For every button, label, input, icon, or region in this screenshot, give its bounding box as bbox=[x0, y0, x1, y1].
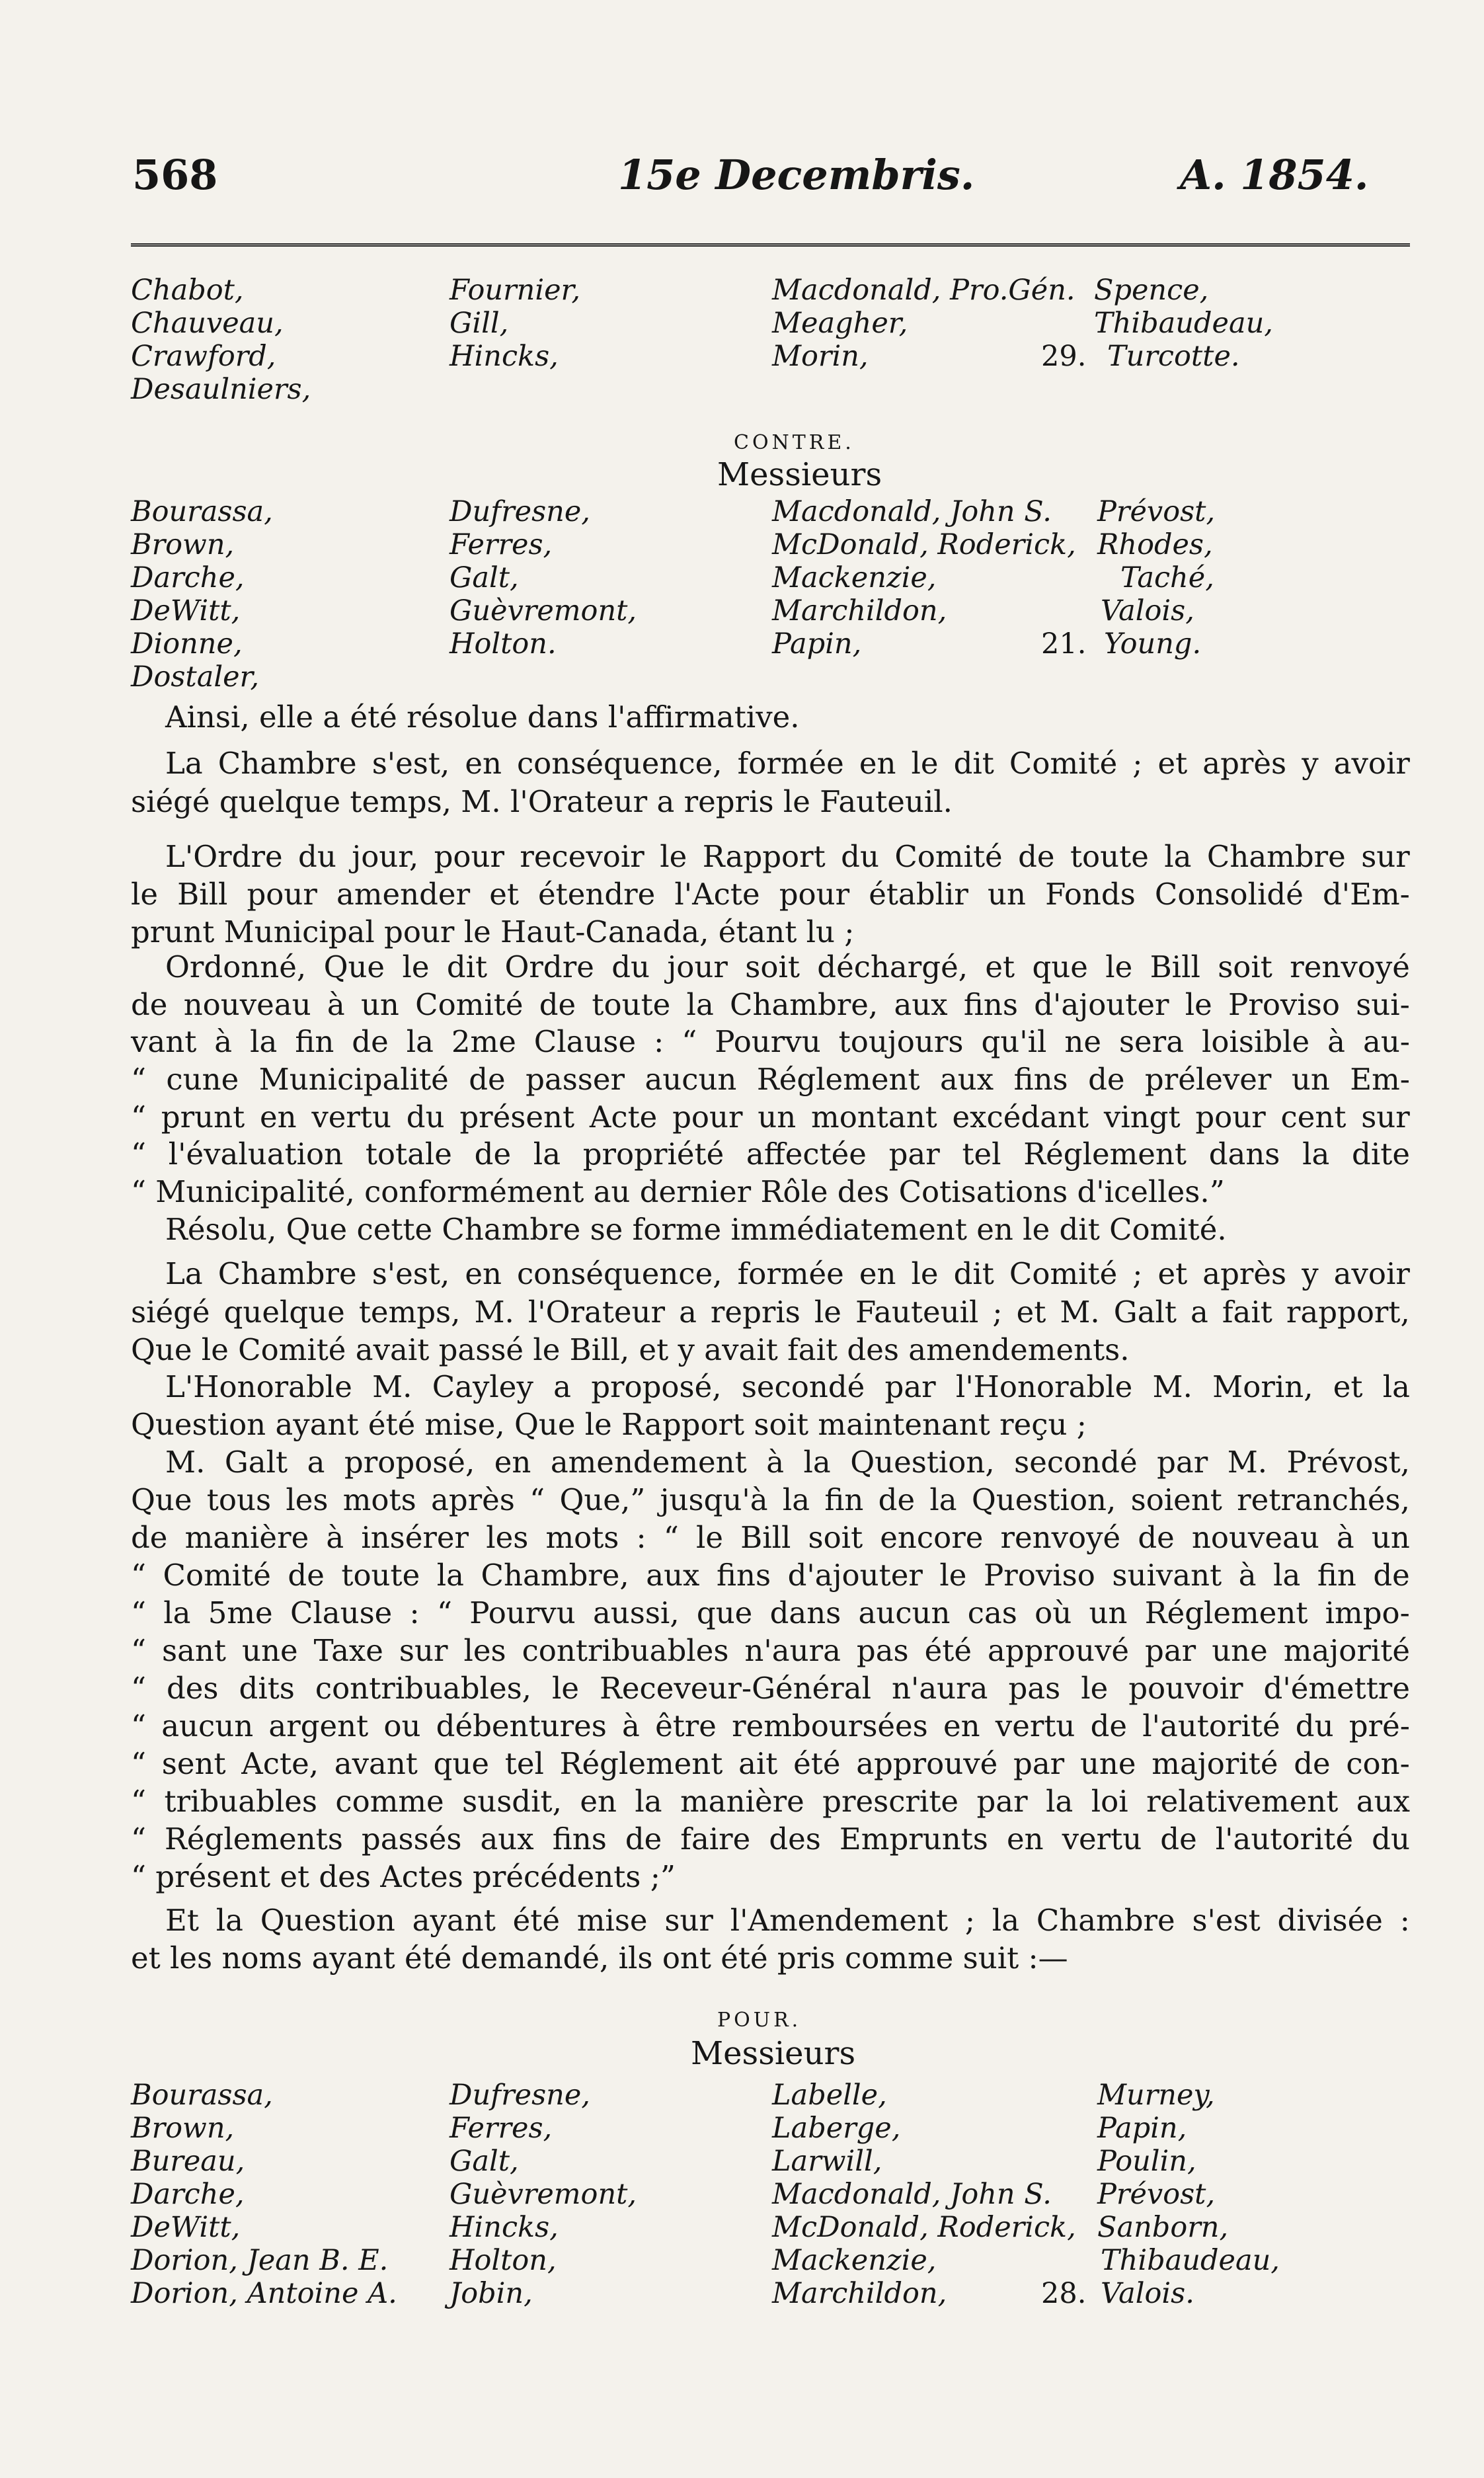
page-number: 568 bbox=[132, 151, 218, 199]
name-item: DeWitt, bbox=[131, 594, 241, 627]
name-item: Dorion, Jean B. E. bbox=[131, 2244, 389, 2277]
name-item: Hincks, bbox=[449, 340, 559, 373]
messieurs-heading: Messieurs bbox=[691, 2035, 856, 2072]
name-item: Papin, bbox=[1097, 2112, 1187, 2145]
name-item: Poulin, bbox=[1097, 2145, 1196, 2178]
text-line: “ prunt en vertu du présent Acte pour un montant excédant vingt pour cent sur bbox=[131, 1099, 1410, 1135]
name-item: Ferres, bbox=[449, 528, 553, 561]
name-item: Prévost, bbox=[1097, 495, 1216, 528]
name-item: Macdonald, John S. bbox=[772, 495, 1052, 528]
name-item: Galt, bbox=[449, 561, 519, 594]
text-line: “ Comité de toute la Chambre, aux fins d'ajouter le Proviso suivant à la fin de bbox=[131, 1558, 1410, 1593]
text-line: Que tous les mots après “ Que,” jusqu'à la fin de la Question, soient retranchés, bbox=[131, 1482, 1410, 1517]
name-item: Bureau, bbox=[131, 2145, 245, 2178]
name-item: Dorion, Antoine A. bbox=[131, 2277, 397, 2310]
header-rule bbox=[131, 243, 1410, 247]
name-item: Galt, bbox=[449, 2145, 519, 2178]
text-line: “ aucun argent ou débentures à être remboursées en vertu de l'autorité du pré- bbox=[131, 1708, 1410, 1743]
text-line: L'Honorable M. Cayley a proposé, secondé par l'Honorable M. Morin, et la bbox=[165, 1369, 1410, 1404]
pour-heading: POUR. bbox=[717, 2009, 802, 2032]
name-item: McDonald, Roderick, bbox=[772, 2211, 1076, 2244]
text-line: vant à la fin de la 2me Clause : “ Pourvu toujours qu'il ne sera loisible à au- bbox=[131, 1024, 1410, 1059]
name-item: Macdonald, Pro.Gén. bbox=[772, 274, 1075, 307]
name-item: Mackenzie, bbox=[772, 561, 937, 594]
name-item: Guèvremont, bbox=[449, 2178, 637, 2211]
text-line: L'Ordre du jour, pour recevoir le Rapport du Comité de toute la Chambre sur bbox=[165, 839, 1410, 874]
text-line: “ tribuables comme susdit, en la manière prescrite par la loi relativement aux bbox=[131, 1784, 1410, 1819]
text-line: Question ayant été mise, Que le Rapport soit maintenant reçu ; bbox=[131, 1407, 1087, 1442]
text-line: La Chambre s'est, en conséquence, formée en le dit Comité ; et après y avoir bbox=[165, 1256, 1410, 1291]
name-item: Sanborn, bbox=[1097, 2211, 1229, 2244]
name-item: Crawford, bbox=[131, 340, 276, 373]
name-item: Gill, bbox=[449, 307, 509, 340]
name-item: Turcotte. bbox=[1107, 340, 1240, 373]
page-year: A. 1854. bbox=[1180, 151, 1369, 199]
name-item: Papin, bbox=[772, 627, 862, 660]
name-item: Laberge, bbox=[772, 2112, 901, 2145]
name-item: Holton, bbox=[449, 2244, 557, 2277]
name-item: Darche, bbox=[131, 2178, 245, 2211]
name-item: Dufresne, bbox=[449, 495, 590, 528]
name-item: Taché, bbox=[1120, 561, 1214, 594]
text-line: “ des dits contribuables, le Receveur-Général n'aura pas le pouvoir d'émettre bbox=[131, 1671, 1410, 1706]
name-item: Larwill, bbox=[772, 2145, 882, 2178]
name-item: Dufresne, bbox=[449, 2079, 590, 2112]
name-item: Jobin, bbox=[449, 2277, 533, 2310]
contre-heading: CONTRE. bbox=[734, 431, 855, 454]
text-line: Ainsi, elle a été résolue dans l'affirmative. bbox=[165, 699, 800, 735]
name-item: Bourassa, bbox=[131, 495, 273, 528]
name-item: Rhodes, bbox=[1097, 528, 1213, 561]
text-line: de nouveau à un Comité de toute la Chambre, aux fins d'ajouter le Proviso sui- bbox=[131, 987, 1410, 1022]
name-item: Murney, bbox=[1097, 2079, 1215, 2112]
text-line: “ présent et des Actes précédents ;” bbox=[131, 1859, 676, 1894]
name-item: Fournier, bbox=[449, 274, 581, 307]
name-item: Marchildon, bbox=[772, 2277, 947, 2310]
text-line: Et la Question ayant été mise sur l'Amendement ; la Chambre s'est divisée : bbox=[165, 1903, 1410, 1938]
text-line: “ Réglements passés aux fins de faire des Emprunts en vertu de l'autorité du bbox=[131, 1821, 1410, 1857]
name-item: Prévost, bbox=[1097, 2178, 1216, 2211]
text-line: de manière à insérer les mots : “ le Bill soit encore renvoyé de nouveau à un bbox=[131, 1520, 1410, 1555]
name-item: Holton. bbox=[449, 627, 557, 660]
text-line: Ordonné, Que le dit Ordre du jour soit déchargé, et que le Bill soit renvoyé bbox=[165, 949, 1410, 984]
name-item: McDonald, Roderick, bbox=[772, 528, 1076, 561]
text-line: prunt Municipal pour le Haut-Canada, étant lu ; bbox=[131, 914, 855, 949]
name-item: Dionne, bbox=[131, 627, 243, 660]
name-item: Bourassa, bbox=[131, 2079, 273, 2112]
text-line: “ cune Municipalité de passer aucun Réglement aux fins de prélever un Em- bbox=[131, 1062, 1410, 1097]
text-line: “ sant une Taxe sur les contribuables n'aura pas été approuvé par une majorité bbox=[131, 1633, 1410, 1668]
text-line: siégé quelque temps, M. l'Orateur a repris le Fauteuil. bbox=[131, 784, 953, 819]
name-item: Chauveau, bbox=[131, 307, 284, 340]
name-item: Valois. bbox=[1101, 2277, 1194, 2310]
name-item: Thibaudeau, bbox=[1101, 2244, 1280, 2277]
name-item: Thibaudeau, bbox=[1094, 307, 1273, 340]
text-line: “ la 5me Clause : “ Pourvu aussi, que dans aucun cas où un Réglement impo- bbox=[131, 1595, 1410, 1630]
text-line: Que le Comité avait passé le Bill, et y avait fait des amendements. bbox=[131, 1332, 1130, 1367]
messieurs-heading: Messieurs bbox=[717, 456, 882, 493]
page-title: 15e Decembris. bbox=[618, 151, 975, 199]
name-item: Hincks, bbox=[449, 2211, 559, 2244]
name-item: Marchildon, bbox=[772, 594, 947, 627]
name-item: Valois, bbox=[1101, 594, 1194, 627]
text-line: La Chambre s'est, en conséquence, formée en le dit Comité ; et après y avoir bbox=[165, 746, 1410, 781]
name-item: Desaulniers, bbox=[131, 373, 311, 406]
text-line: “ Municipalité, conformément au dernier Rôle des Cotisations d'icelles.” bbox=[131, 1174, 1225, 1209]
name-item: Labelle, bbox=[772, 2079, 887, 2112]
text-line: M. Galt a proposé, en amendement à la Question, secondé par M. Prévost, bbox=[165, 1445, 1410, 1480]
text-line: “ l'évaluation totale de la propriété affectée par tel Réglement dans la dite bbox=[131, 1137, 1410, 1172]
name-item: Spence, bbox=[1094, 274, 1209, 307]
vote-count: 29. bbox=[1041, 340, 1087, 373]
name-item: Morin, bbox=[772, 340, 869, 373]
name-item: Mackenzie, bbox=[772, 2244, 937, 2277]
name-item: Brown, bbox=[131, 2112, 235, 2145]
vote-count: 21. bbox=[1041, 627, 1087, 660]
name-item: Meagher, bbox=[772, 307, 908, 340]
name-item: Guèvremont, bbox=[449, 594, 637, 627]
name-item: Dostaler, bbox=[131, 660, 260, 694]
name-item: DeWitt, bbox=[131, 2211, 241, 2244]
text-line: Résolu, Que cette Chambre se forme immédiatement en le dit Comité. bbox=[165, 1212, 1227, 1247]
vote-count: 28. bbox=[1041, 2277, 1087, 2310]
name-item: Chabot, bbox=[131, 274, 244, 307]
name-item: Darche, bbox=[131, 561, 245, 594]
name-item: Ferres, bbox=[449, 2112, 553, 2145]
name-item: Macdonald, John S. bbox=[772, 2178, 1052, 2211]
text-line: le Bill pour amender et étendre l'Acte pour établir un Fonds Consolidé d'Em- bbox=[131, 877, 1410, 912]
text-line: et les noms ayant été demandé, ils ont été pris comme suit :— bbox=[131, 1940, 1068, 1976]
name-item: Young. bbox=[1104, 627, 1202, 660]
text-line: siégé quelque temps, M. l'Orateur a repris le Fauteuil ; et M. Galt a fait rapport, bbox=[131, 1295, 1410, 1330]
name-item: Brown, bbox=[131, 528, 235, 561]
text-line: “ sent Acte, avant que tel Réglement ait été approuvé par une majorité de con- bbox=[131, 1746, 1410, 1781]
